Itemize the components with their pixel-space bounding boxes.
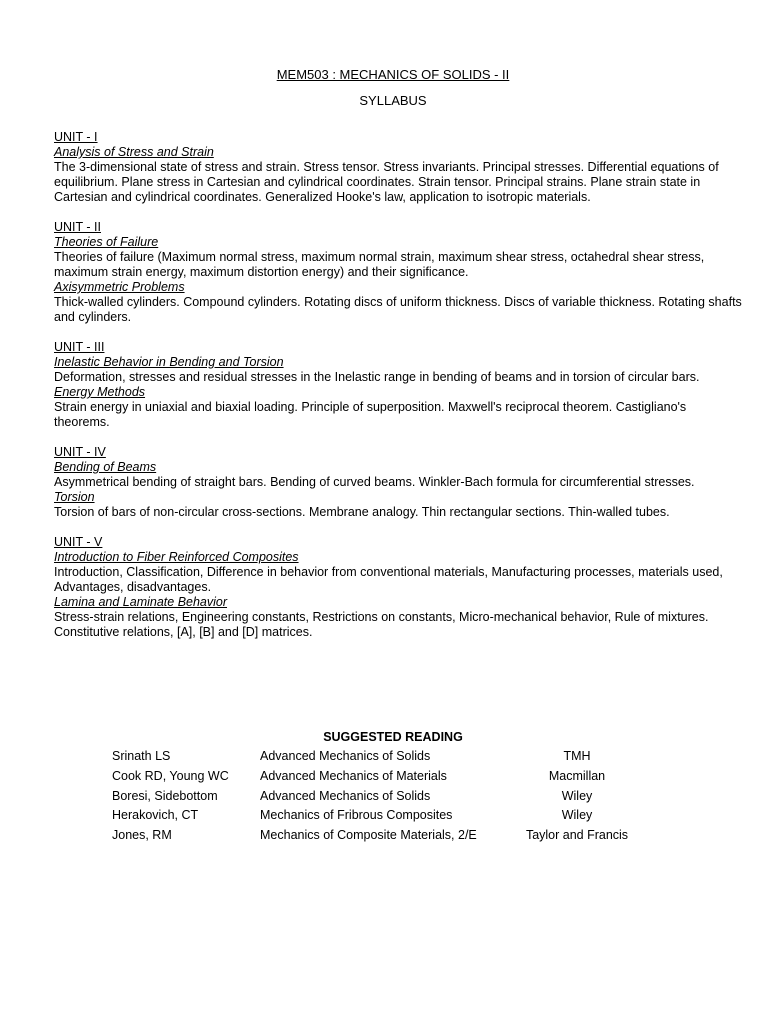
topic-text: Torsion of bars of non-circular cross-sections. Membrane analogy. Thin rectangular sections. Thin-walled tubes. [54, 505, 670, 519]
unit-block [54, 130, 744, 205]
table-row [112, 828, 644, 848]
author-cell: Srinath LS [112, 749, 171, 763]
topic-title: Energy Methods [54, 385, 146, 399]
author-cell: Cook RD, Young WC [112, 768, 229, 783]
topic-text: Theories of failure (Maximum normal stress, maximum normal strain, maximum shear stress, octahedral shear stress, maximum strain energy, maximum distortion energy) and their significance. [54, 250, 705, 279]
author-cell: Herakovich, CT [112, 808, 199, 823]
document-title: MEM503 : MECHANICS OF SOLIDS - II [276, 67, 510, 82]
topic-text: The 3-dimensional state of stress and strain. Stress tensor. Stress invariants. Principal stresses. Differential equations of equilibrium. Plane stress in Cartesian and cylindrical coordinates. Strain tensor. Principal strains. Plane strain state in Cartesian and cylindrical coordinates. Generalized Hooke's law, application to isotropic materials. [54, 160, 719, 204]
table-row [112, 769, 644, 789]
author-cell: Jones, RM [112, 828, 172, 843]
document-subtitle: SYLLABUS [359, 93, 427, 108]
topic-text: Thick-walled cylinders. Compound cylinders. Rotating discs of uniform thickness. Discs of variable thickness. Rotating shafts and cylinders. [54, 295, 742, 324]
topic-title: Theories of Failure [54, 235, 159, 249]
topic-text: Introduction, Classification, Difference in behavior from conventional materials, Manufacturing processes, materials used, Advantages, disadvantages. [54, 565, 723, 594]
book-title-cell: Advanced Mechanics of Materials [260, 768, 447, 783]
topic-title: Axisymmetric Problems [54, 280, 185, 294]
table-row [112, 808, 644, 828]
publisher-cell: Wiley [561, 788, 593, 803]
publisher-cell: Taylor and Francis [525, 828, 629, 843]
topic-title: Lamina and Laminate Behavior [54, 595, 228, 609]
unit-label: UNIT - II [54, 220, 101, 234]
book-title-cell: Mechanics of Fribrous Composites [260, 808, 453, 823]
table-row [112, 749, 644, 769]
topic-text: Deformation, stresses and residual stresses in the Inelastic range in bending of beams and in torsion of circular bars. [54, 370, 700, 384]
table-row [112, 789, 644, 809]
unit-label: UNIT - I [54, 130, 98, 144]
unit-block [54, 535, 744, 640]
publisher-cell: Wiley [561, 808, 593, 823]
book-title-cell: Advanced Mechanics of Solids [260, 749, 431, 763]
unit-block [54, 445, 744, 520]
topic-text: Stress-strain relations, Engineering constants, Restrictions on constants, Micro-mechanical behavior, Rule of mixtures. Constitutive relations, [A], [B] and [D] matrices. [54, 610, 709, 639]
publisher-cell: Macmillan [548, 768, 606, 783]
topic-text: Asymmetrical bending of straight bars. Bending of curved beams. Winkler-Bach formula for circumferential stresses. [54, 475, 695, 489]
topic-title: Bending of Beams [54, 460, 157, 474]
suggested-reading-table [112, 749, 644, 848]
topic-title: Torsion [54, 490, 95, 504]
author-cell: Boresi, Sidebottom [112, 788, 218, 803]
topic-text: Strain energy in uniaxial and biaxial loading. Principle of superposition. Maxwell's reciprocal theorem. Castigliano's theorems. [54, 400, 687, 429]
unit-label: UNIT - III [54, 340, 105, 354]
book-title-cell: Mechanics of Composite Materials, 2/E [260, 828, 477, 843]
topic-title: Analysis of Stress and Strain [54, 145, 214, 159]
publisher-cell: TMH [563, 749, 591, 763]
unit-block [54, 340, 744, 430]
units-section [54, 130, 744, 655]
topic-title: Inelastic Behavior in Bending and Torsion [54, 355, 284, 369]
book-title-cell: Advanced Mechanics of Solids [260, 788, 431, 803]
topic-title: Introduction to Fiber Reinforced Composites [54, 550, 299, 564]
unit-label: UNIT - V [54, 535, 103, 549]
unit-block [54, 220, 744, 325]
suggested-reading-heading: SUGGESTED READING [323, 730, 463, 744]
unit-label: UNIT - IV [54, 445, 106, 459]
